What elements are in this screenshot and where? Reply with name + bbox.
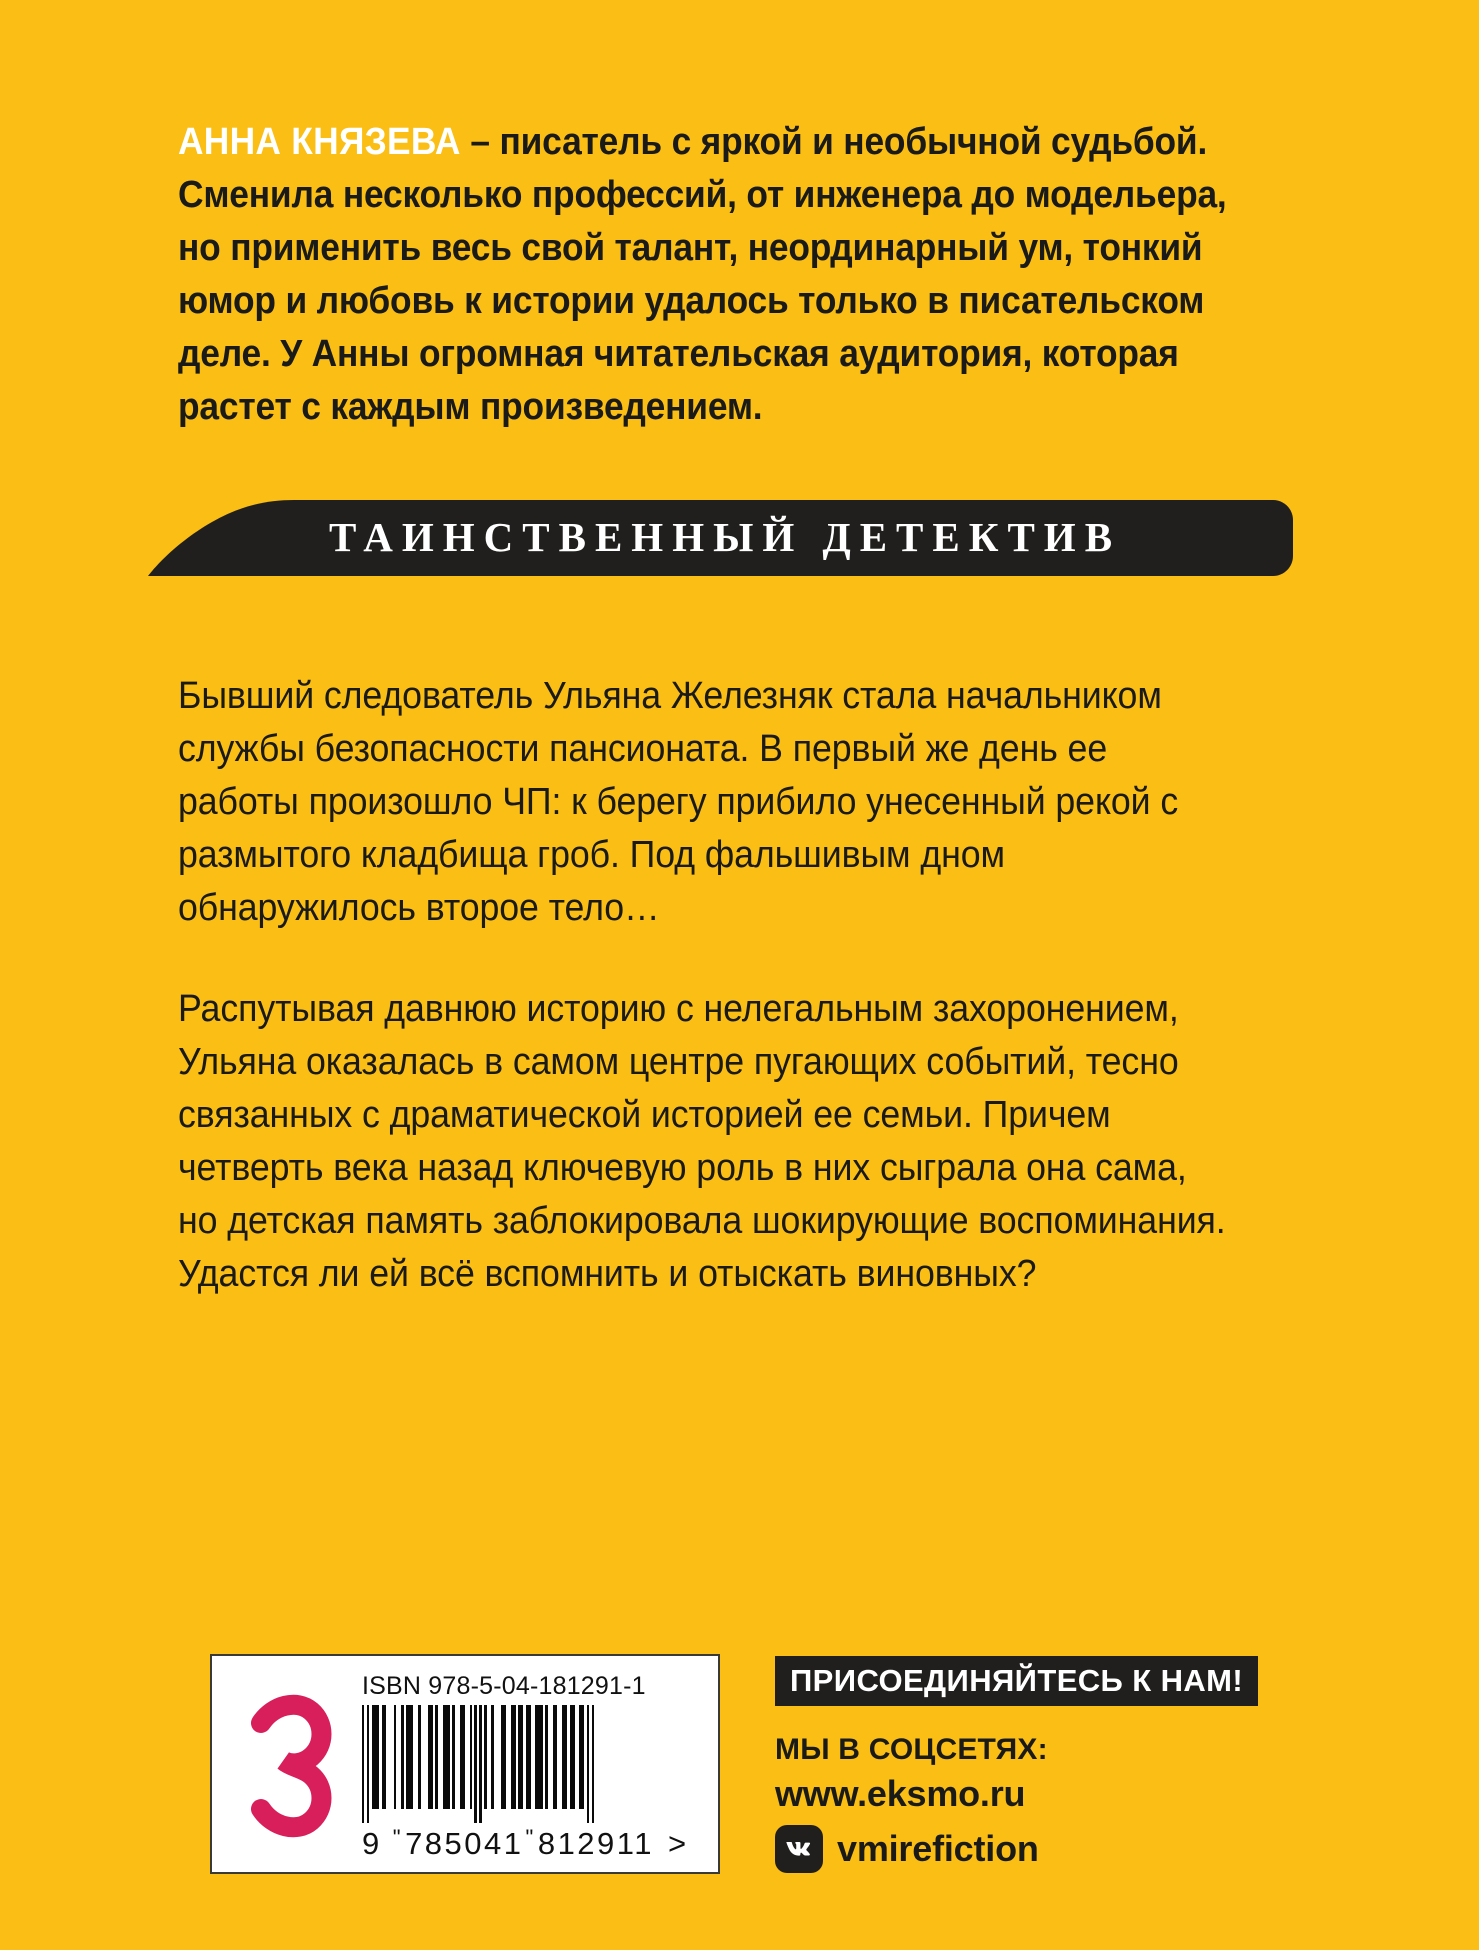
barcode-bar-group (362, 1705, 594, 1823)
author-blurb-text: – писатель с яркой и необычной судьбой. Сменила несколько профессий, от инженера до модельера, но применить весь свой талант, неординарный ум, тонкий юмор и любовь к истории удалось только в писательском деле. У Анны огромная читательская аудитория, которая растет с каждым произведением. (178, 121, 1227, 428)
social-block (775, 1656, 1295, 1873)
ean-group-1: 785041 (405, 1826, 524, 1861)
join-us-banner: ПРИСОЕДИНЯЙТЕСЬ К НАМ! (775, 1656, 1258, 1706)
genre-banner-label: ТАИНСТВЕННЫЙ ДЕТЕКТИВ (328, 513, 1122, 560)
vk-handle[interactable]: vmirefiction (837, 1828, 1039, 1870)
barcode-bars (362, 1705, 704, 1832)
isbn-text: ISBN 978-5-04-181291-1 (362, 1672, 646, 1700)
publisher-website[interactable]: www.eksmo.ru (775, 1772, 1026, 1814)
genre-banner (148, 500, 1293, 576)
ean-guard-mid: " (525, 1825, 536, 1850)
footer (0, 1640, 1479, 1900)
synopsis-paragraph: Распутывая давнюю историю с нелегальным захоронением, Ульяна оказалась в самом центре пугающих событий, тесно связанных с драматической историей ее семьи. Причем четверть века назад ключевую роль в них сыграла она сама, но детская память заблокировала шокирующие воспоминания. Удастся ли ей всё вспомнить и отыскать виновных? (178, 988, 1226, 1295)
author-blurb (178, 116, 1229, 434)
synopsis-paragraph: Бывший следователь Ульяна Железняк стала начальником службы безопасности пансионата. В первый же день ее работы произошло ЧП: к берегу прибило унесенный рекой с размытого кладбища гроб. Под фальшивым дном обнаружилось второе тело… (178, 675, 1179, 929)
ean-guard-left: " (392, 1825, 404, 1850)
ean-group-2: 812911 (537, 1826, 654, 1861)
ean-lead-digit: 9 (362, 1826, 382, 1861)
ean-trailer: > (667, 1826, 689, 1861)
social-networks-label: МЫ В СОЦСЕТЯХ: (775, 1733, 1048, 1766)
author-name: АННА КНЯЗЕВА (178, 121, 461, 163)
vk-row[interactable] (775, 1825, 1295, 1873)
barcode-panel (210, 1654, 720, 1874)
eksmo-logo-icon (212, 1656, 362, 1872)
vk-icon[interactable] (775, 1825, 823, 1873)
barcode-column (362, 1656, 718, 1872)
synopsis (178, 670, 1231, 1301)
